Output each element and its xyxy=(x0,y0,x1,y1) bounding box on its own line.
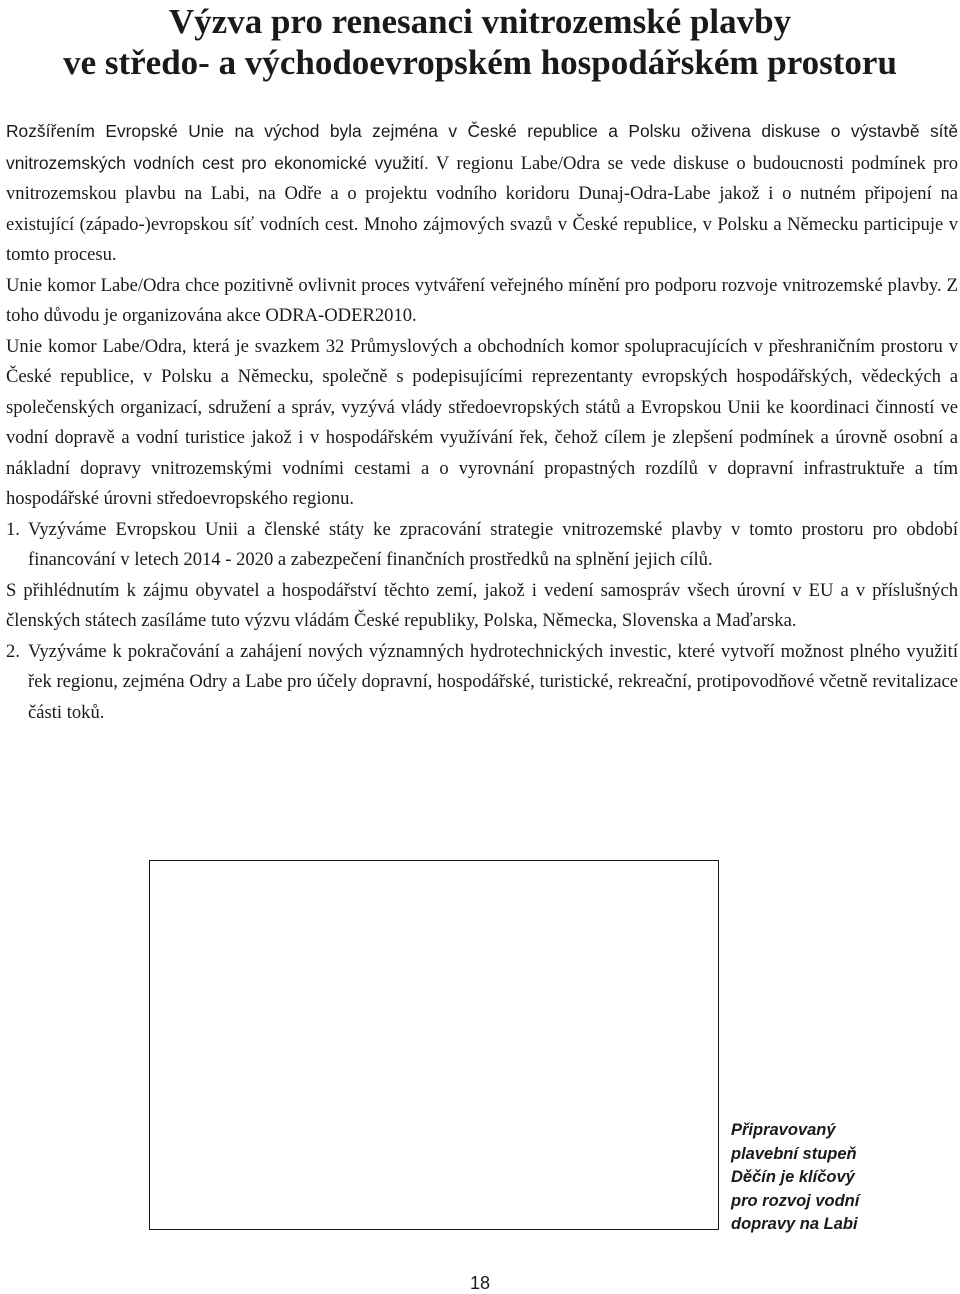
list-item-1-text: Vyzýváme Evropskou Unii a členské státy ke zpracování strategie vnitrozemské plavby v tomto prostoru pro období financování v letech 2014 - 2020 a zabezpečení finančních prostředků na splnění jejich cílů. xyxy=(28,518,958,570)
page-number: 18 xyxy=(469,1273,491,1293)
caption-line-3: Děčín je klíčový xyxy=(731,1168,855,1186)
list-item-1-number: 1. xyxy=(6,518,20,540)
list-item-2-text: Vyzýváme k pokračování a zahájení nových významných hydrotechnických investic, které vytvoří možnost plného využití řek regionu, zejména Odry a Labe pro účely dopravní, hospodářské, turistické, rekreační, protipovodňové včetně revitalizace části toků. xyxy=(28,640,958,723)
list-item-1 xyxy=(6,515,958,576)
photo-placeholder xyxy=(149,860,719,1230)
intro-sans-text: Rozšířením Evropské Unie na východ byla zejména v České republice a Polsku oživena diskuse o výstavbě sítě vnitrozemských vodních cest pro ekonomické využití. xyxy=(6,121,958,173)
title-line-2: ve středo- a východoevropském hospodářském prostoru xyxy=(63,43,897,82)
caption-line-4: pro rozvoj vodní xyxy=(731,1191,860,1210)
article-body xyxy=(6,116,958,728)
paragraph-2: Unie komor Labe/Odra chce pozitivně ovlivnit proces vytváření veřejného mínění pro podporu rozvoje vnitrozemské plavby. Z toho důvodu je organizována akce ODRA-ODER2010. xyxy=(6,274,958,326)
list-item-2 xyxy=(6,637,958,729)
caption-line-5: dopravy na Labi xyxy=(731,1215,858,1233)
paragraph-3: Unie komor Labe/Odra, která je svazkem 32 Průmyslových a obchodních komor spolupracujících v přeshraničním prostoru v České republice, v Polsku a Německu, společně s podepisujícími reprezentanty evropských hospodářských, vědeckých a společenských organizací, sdružení a správ, vyzývá vlády středoevropských států a Evropskou Unii ke koordinaci činností ve vodní dopravě a vodní turistice jakož i v hospodářském využívání řek, čehož cílem je zlepšení podmínek a úrovně osobní a nákladní dopravy vnitrozemskými vodními cestami a o vyrovnání propastných rozdílů v dopravní infrastruktuře a tím hospodářské úrovni středoevropského regionu. xyxy=(6,335,958,509)
caption-line-1: Připravovaný xyxy=(731,1121,836,1139)
intro-serif-text: V regionu Labe/Odra se vede diskuse o budoucnosti podmínek pro vnitrozemskou plavbu na Labi, na Odře a o projektu vodního koridoru Dunaj-Odra-Labe jakož i o nutném připojení na existující (západo-)evropskou síť vodních cest. Mnoho zájmových svazů v České republice, v Polsku a Německu participuje v tomto procesu. xyxy=(6,152,958,265)
caption-line-2: plavební stupeň xyxy=(731,1144,857,1163)
photo-caption xyxy=(731,1119,931,1237)
intro-paragraph xyxy=(6,116,958,271)
title-line-1: Výzva pro renesanci vnitrozemské plavby xyxy=(168,2,792,41)
list-item-2-number: 2. xyxy=(6,640,20,662)
paragraph-4: S přihlédnutím k zájmu obyvatel a hospodářství těchto zemí, jakož i vedení samospráv všech úrovní v EU a v příslušných členských státech zasíláme tuto výzvu vládám České republiky, Polska, Německa, Slovenska a Maďarska. xyxy=(6,579,958,631)
